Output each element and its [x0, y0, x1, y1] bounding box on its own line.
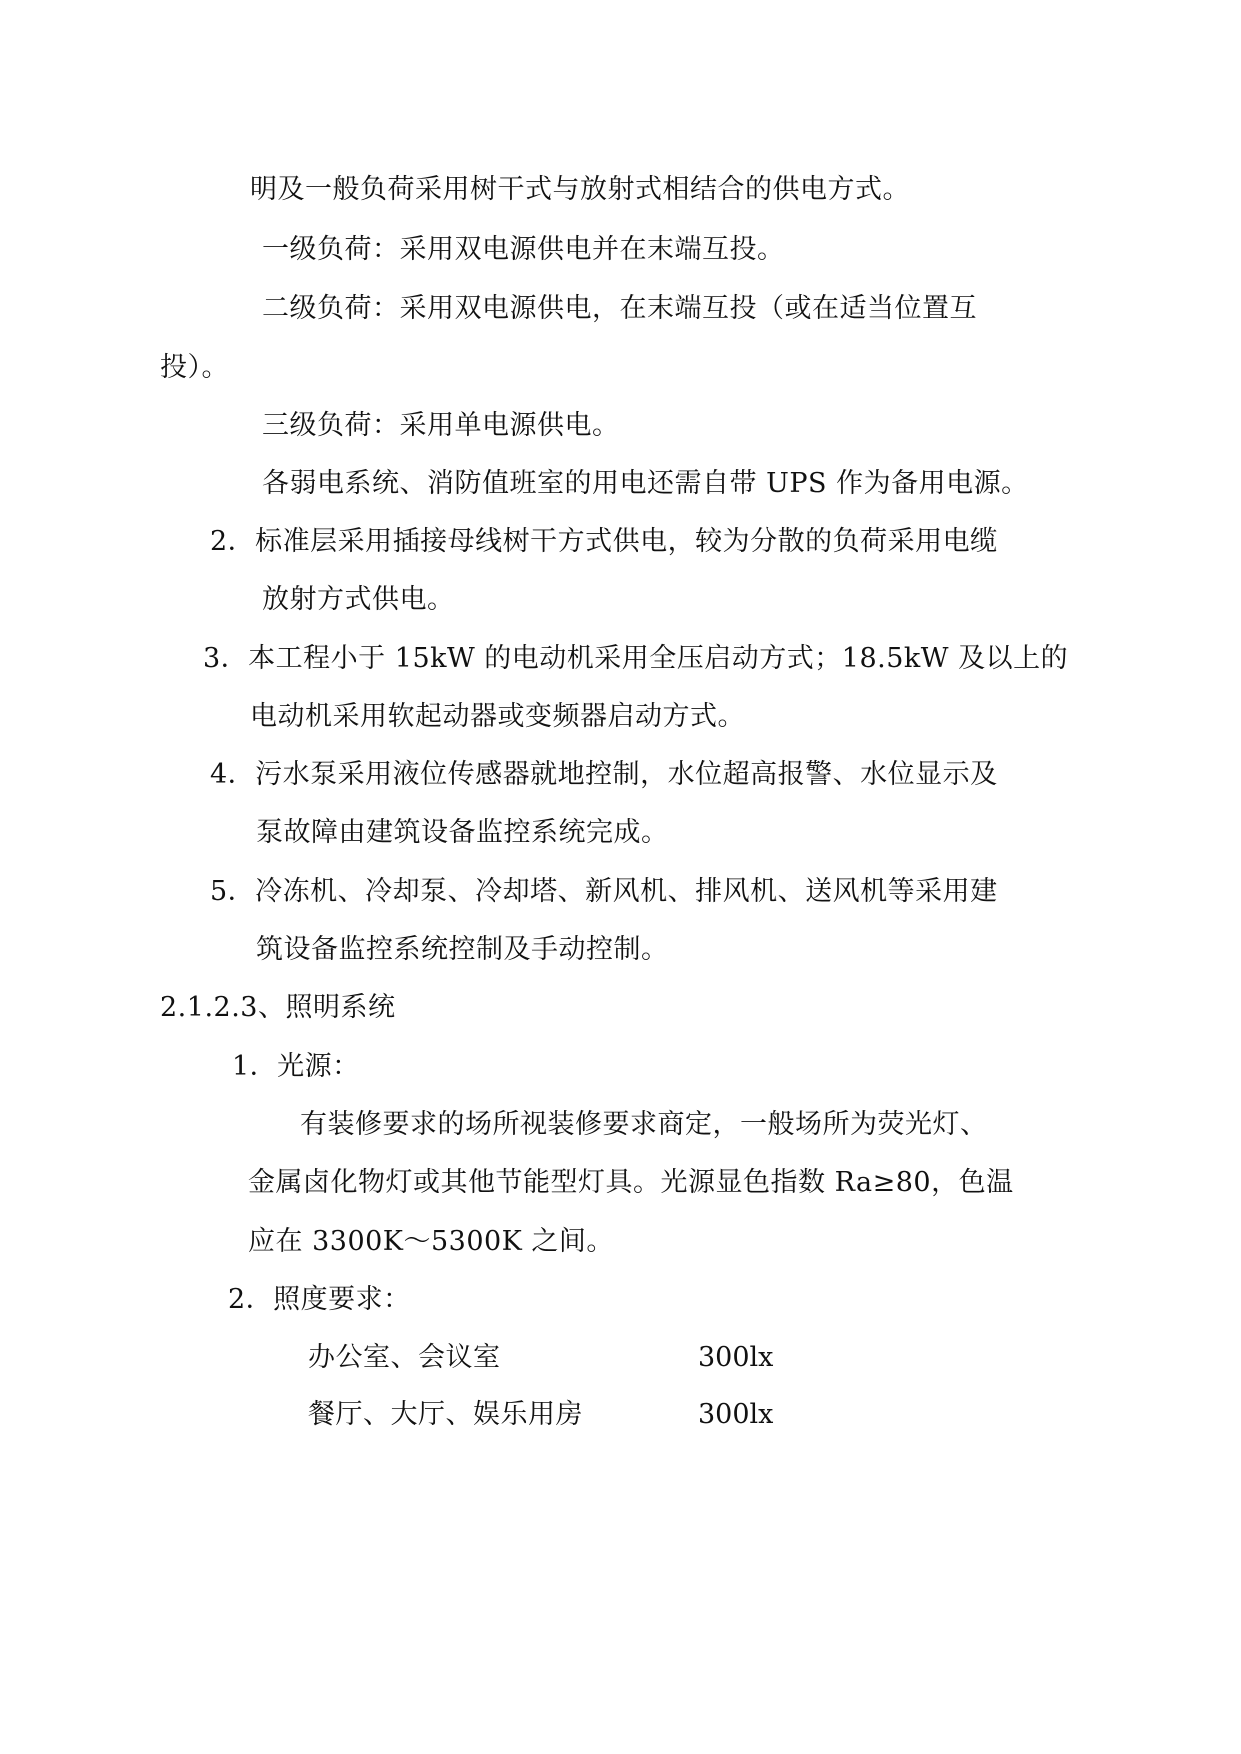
list-item-line: 3．本工程小于 15kW 的电动机采用全压启动方式；18.5kW 及以上的 [203, 643, 1069, 674]
subsection-heading: 2．照度要求： [228, 1284, 411, 1315]
paragraph-line: 二级负荷：采用双电源供电，在末端互投（或在适当位置互 [262, 293, 977, 324]
paragraph-line: 三级负荷：采用单电源供电。 [262, 410, 620, 441]
list-item-line: 2．标准层采用插接母线树干方式供电，较为分散的负荷采用电缆 [210, 526, 998, 557]
paragraph-line: 一级负荷：采用双电源供电并在末端互投。 [262, 234, 785, 265]
table-cell-value: 300lx [698, 1342, 774, 1373]
paragraph-line: 投）。 [160, 352, 229, 383]
list-item-line: 电动机采用软起动器或变频器启动方式。 [250, 701, 745, 732]
table-cell-value: 300lx [698, 1399, 774, 1430]
table-cell-place: 办公室、会议室 [308, 1342, 501, 1373]
paragraph-line: 应在 3300K～5300K 之间。 [248, 1226, 614, 1257]
paragraph-line: 有装修要求的场所视装修要求商定，一般场所为荧光灯、 [300, 1109, 988, 1140]
table-cell-place: 餐厅、大厅、娱乐用房 [308, 1399, 583, 1430]
list-item-line: 放射方式供电。 [262, 584, 455, 615]
subsection-heading: 1．光源： [232, 1051, 360, 1082]
list-item-line: 4．污水泵采用液位传感器就地控制，水位超高报警、水位显示及 [210, 759, 998, 790]
list-item-line: 筑设备监控系统控制及手动控制。 [256, 934, 669, 965]
paragraph-line: 明及一般负荷采用树干式与放射式相结合的供电方式。 [250, 174, 910, 205]
list-item-line: 5．冷冻机、冷却泵、冷却塔、新风机、排风机、送风机等采用建 [210, 876, 998, 907]
section-heading: 2.1.2.3、照明系统 [160, 992, 396, 1023]
paragraph-line: 各弱电系统、消防值班室的用电还需自带 UPS 作为备用电源。 [262, 468, 1029, 499]
paragraph-line: 金属卤化物灯或其他节能型灯具。光源显色指数 Ra≥80，色温 [248, 1167, 1014, 1198]
list-item-line: 泵故障由建筑设备监控系统完成。 [256, 817, 669, 848]
